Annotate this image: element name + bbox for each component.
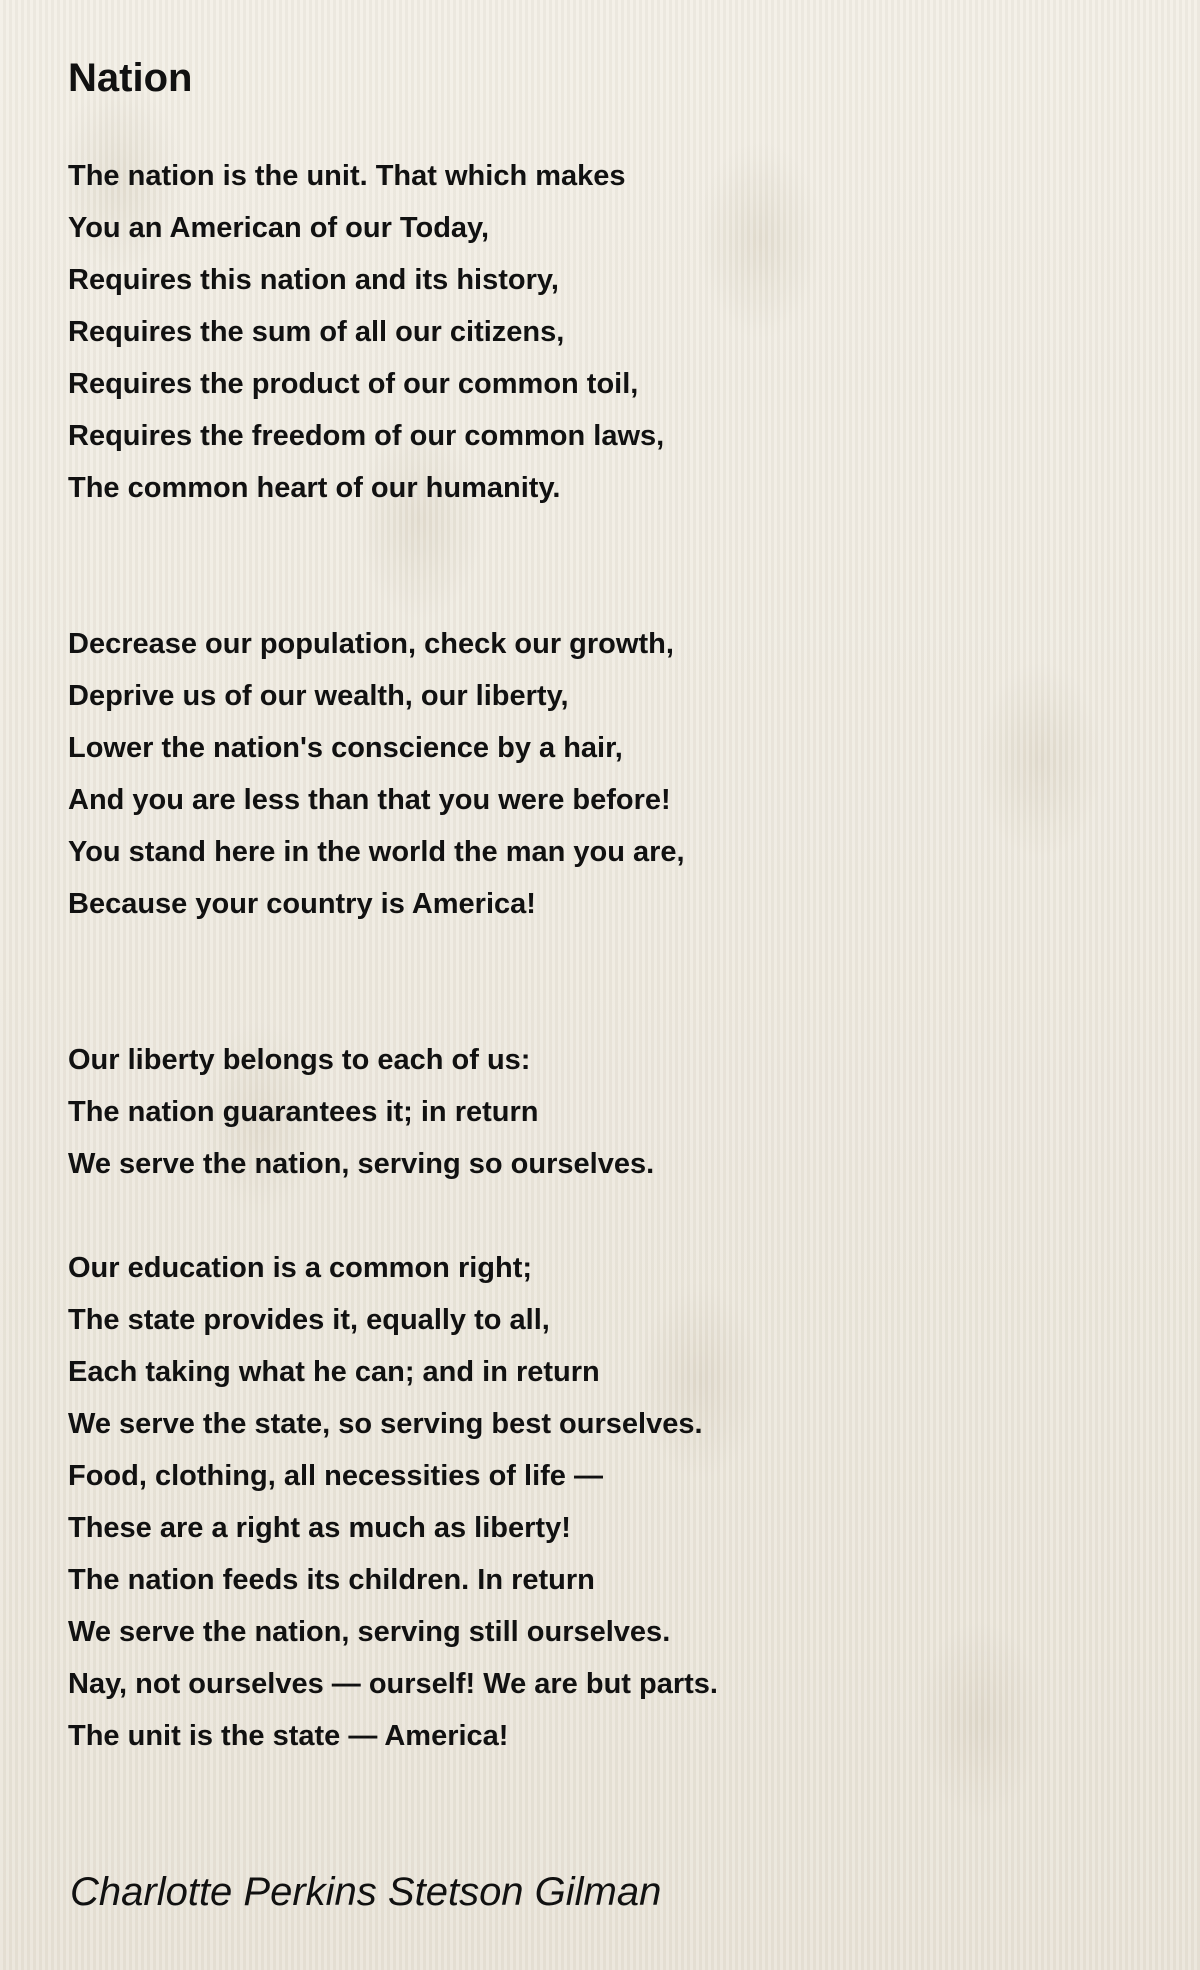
poem-line: Each taking what he can; and in return bbox=[68, 1356, 600, 1388]
stanza-gap bbox=[68, 514, 1128, 618]
stanza-2 bbox=[68, 618, 1128, 930]
poem-line: We serve the state, so serving best ourselves. bbox=[68, 1408, 703, 1440]
poem-line: You an American of our Today, bbox=[68, 212, 490, 244]
stanza-gap bbox=[68, 1190, 1128, 1242]
stanza-gap bbox=[68, 930, 1128, 1034]
poem-line: And you are less than that you were before! bbox=[68, 784, 671, 816]
poem-line: Our education is a common right; bbox=[68, 1252, 533, 1284]
poem-line: The nation feeds its children. In return bbox=[68, 1564, 595, 1596]
poem-line: Requires the freedom of our common laws, bbox=[68, 420, 665, 452]
poem-line: Food, clothing, all necessities of life — bbox=[68, 1460, 603, 1492]
poem-container bbox=[68, 54, 1128, 1762]
poem-line: The common heart of our humanity. bbox=[68, 472, 561, 504]
poem-line: Requires this nation and its history, bbox=[68, 264, 559, 296]
poem-line: We serve the nation, serving so ourselves. bbox=[68, 1148, 655, 1180]
poem-line: Our liberty belongs to each of us: bbox=[68, 1044, 531, 1076]
stanza-3 bbox=[68, 1034, 1128, 1190]
poem-line: The unit is the state — America! bbox=[68, 1720, 509, 1752]
poem-line: We serve the nation, serving still ourselves. bbox=[68, 1616, 671, 1648]
poem-line: Lower the nation's conscience by a hair, bbox=[68, 732, 623, 764]
poem-line: The nation guarantees it; in return bbox=[68, 1096, 539, 1128]
poem-line: Because your country is America! bbox=[68, 888, 536, 920]
poem-line: Requires the product of our common toil, bbox=[68, 368, 639, 400]
poem-line: Deprive us of our wealth, our liberty, bbox=[68, 680, 569, 712]
poem-line: Nay, not ourselves — ourself! We are but parts. bbox=[68, 1668, 718, 1700]
poem-line: The nation is the unit. That which makes bbox=[68, 160, 626, 192]
poem-line: Requires the sum of all our citizens, bbox=[68, 316, 565, 348]
poem-line: These are a right as much as liberty! bbox=[68, 1512, 571, 1544]
poem-author: Charlotte Perkins Stetson Gilman bbox=[70, 1870, 662, 1914]
poem-title: Nation bbox=[68, 56, 193, 100]
poem-line: You stand here in the world the man you are, bbox=[68, 836, 685, 868]
stanza-4 bbox=[68, 1242, 1128, 1762]
poem-line: The state provides it, equally to all, bbox=[68, 1304, 550, 1336]
poem-line: Decrease our population, check our growth, bbox=[68, 628, 674, 660]
stanza-1 bbox=[68, 150, 1128, 514]
